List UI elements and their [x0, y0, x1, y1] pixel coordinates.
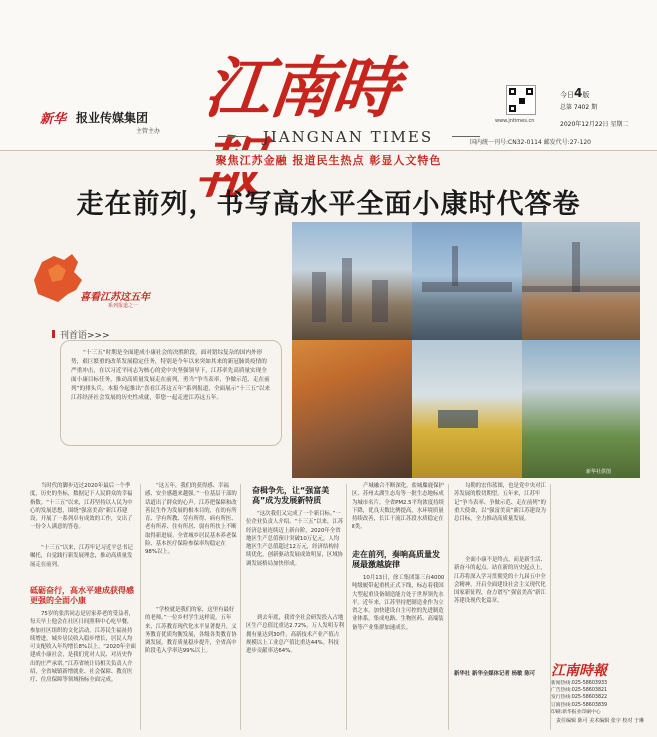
main-headline: 走在前列，书写高水平全面小康时代答卷 [76, 189, 581, 220]
series-subcaption: 系列报道之一 [108, 303, 139, 309]
article-col1-p2: “十三五”以来，江苏牢记习近平总书记嘱托，自觉践行新发展理念，推动高质量发展走在前列。 [30, 545, 133, 568]
editor-credit: 责任编辑 陈可 [556, 718, 588, 724]
photo-bridge [522, 222, 640, 340]
issue-info [560, 86, 650, 128]
article-col2-body2: “学校就是我们的家，这里有最好的老师。”一位乡村学生这样说。五年来，江苏教育现代化水平显著提升，义务教育优质均衡发展，各级各类教育协调发展，教育质量稳步提升，全省高中阶段毛入学率达99%以上。 [145, 607, 237, 655]
article-col5-body: 勾勒的宏伟蓝图，也是党中央对江苏发展的殷切期望。五年来，江苏牢记“争当表率、争做示范、走在前列”的重大使命，以“强富美高”新江苏建设为总目标，全力推动高质量发展。 [454, 483, 546, 523]
newspaper-title: 江南時報 [200, 49, 402, 127]
article-col1-body: 75岁的张洪同志是居家养老的受益者，每天早上他会在社区日间照料中心吃早餐，参加社区组织的文化活动。江苏民生福祉持续增进，城乡居民收入稳步增长，居民人均可支配收入年均增长8%以上。“2020年全面建成小康社会，是我们党对人民、对历史作出的庄严承诺。”江苏省统计局相关负责人介绍，全省城镇新增就业、社会保障、教育医疗、住房保障等领域指标全面完成。 [30, 611, 136, 684]
photo-industrial [412, 222, 522, 340]
photo-green-park [522, 340, 640, 478]
series-caption: 喜看江苏这五年 [80, 292, 150, 303]
photo-collage [292, 222, 640, 478]
photo-caption: 新华社供图 [586, 469, 612, 475]
page-label: 今日 [560, 91, 574, 99]
publication-number: 国内统一刊号:CN32-0114 邮发代号:27-120 [470, 139, 591, 146]
brand-logo: 江南時報 [551, 663, 607, 679]
brand-line: 新闻热线:025-58603933 [551, 681, 608, 686]
publisher-sub: 主管主办 [136, 128, 161, 135]
photo-city-skyline [292, 222, 412, 340]
article-subhead-3: 走在前列，奏响高质量发展最激越旋律 [352, 550, 440, 569]
page-unit: 版 [582, 91, 590, 99]
slogan: 聚焦江苏金融 报道民生热点 彰显人文特色 [215, 154, 442, 167]
article-col2-body: “这五年，我们的获得感、幸福感、安全感越来越强。”一位基层干部的话道出了群众的心声。江苏把保障和改善民生作为发展的根本目的，在幼有所育、学有所教、劳有所得、病有所医、老有所养、住有所居、弱有所扶上不断取得新进展。全省城乡居民基本养老保险、基本医疗保险参保率均稳定在98%以上。 [145, 483, 237, 556]
photo-autumn-leaves [292, 340, 412, 478]
article-credit: 新华社 新华全媒体记者 杨敏 陈可 [454, 671, 536, 677]
title-rule-left [218, 136, 246, 137]
column-divider [346, 484, 347, 730]
total-issue: 总第 7402 期 [560, 104, 598, 111]
publisher-mark: 新华 [40, 112, 67, 127]
proof-credit: 校对 于琳 [622, 718, 644, 724]
column-divider [140, 484, 141, 730]
masthead [0, 0, 657, 160]
website-url: www.jntimes.cn [495, 118, 535, 124]
article-col1-intro: 当时代的脚步迈过2020年最后一个季度，历史的坐标，数据记下人民群众的幸福指数。“十三五”以来，江苏坚持以人民为中心的发展思想，围绕“强富美高”新江苏建设，开展了一系列卓有成效的工作，交出了一份令人满意的答卷。 [30, 483, 133, 531]
column-divider [448, 484, 449, 730]
intro-box: “十三五”时期是全面建成小康社会的决胜阶段，面对错综复杂的国内外形势，艰巨繁重的改革发展稳定任务，特别是今年以来突如其来的新冠肺炎疫情的严重冲击，在以习近平同志为核心的党中央坚强领导下，江苏率先高质量实现全面小康目标任务，推动高质量发展走在前列，勇当“争当表率、争做示范、走在前列”的排头兵。本报今起推出“喜看江苏这五年”系列报道，全面展示“十三五”以来江苏经济社会发展的历史性成就，带您一起走进江苏这五年。 [60, 340, 282, 446]
publisher-name: 报业传媒集团 [76, 111, 149, 125]
article-col3-body2: 到去年底，我省全社会研发投入占地区生产总值比重达2.72%，万人发明专利拥有量达到30件，高新技术产业产值占规模以上工业总产值比重达44%。科技进步贡献率达64%。 [246, 615, 344, 655]
design-credit: 美术编辑 张宇 [589, 718, 621, 724]
page-count: 4 [574, 86, 583, 100]
photo-harvest-field [412, 340, 522, 478]
publisher-logo [40, 108, 190, 138]
column-divider [240, 484, 241, 730]
newspaper-title-en: JIANGNAN TIMES [262, 128, 434, 146]
article-subhead-2: 奋楫争先，让“强富美高”成为发展新特质 [252, 486, 330, 505]
article-col4-body2: 10月13日，徐工集团第三台4000吨级履带起重机正式下线，标志着我国大型起重设备制造能力处于世界领先水平。近年来，江苏坚持把制造业作为立省之本，加快建设自主可控的先进制造业体系，集成电路、生物医药、高端装备等产业集群加速成长。 [352, 575, 445, 631]
brand-line: 印刷:新华报业印刷中心 [551, 709, 601, 715]
article-col3-body: “这次我们又完成了一个新目标。”一位企业负责人介绍。“十三五”以来，江苏经济总量连续迈上新台阶，2020年全省地区生产总值预计突破10万亿元，人均地区生产总值超过12万元，经济结构持续优化，创新驱动发展成效明显，区域协调发展格局加快形成。 [246, 511, 344, 567]
brand-line: 广告热线:025-58603821 [551, 688, 608, 694]
editor-credits [556, 717, 646, 725]
brand-line: 发行热线:025-58603822 [551, 695, 608, 701]
issue-date: 2020年12月22日 星期二 [560, 121, 629, 128]
article-col4-body: 产城融合不断深化，盐城麋鹿保护区、苏州太湖生态岛等一批生态地标成为城市名片。全省PM2.5平均浓度持续下降，优良天数比例提高，水环境质量持续改善，长江干流江苏段水质稳定在Ⅱ类。 [352, 483, 444, 531]
qr-code-icon [506, 85, 536, 115]
article-subhead-1: 砥砺奋行，高水平建成获得感更强的全面小康 [30, 586, 134, 605]
article-col5-body2: 全面小康不是终点，而是新生活、新奋斗的起点。站在新的历史起点上，江苏将深入学习贯彻党的十九届五中全会精神，开启全面建设社会主义现代化国家新征程，奋力谱写“强富美高”新江苏建设现代化篇章。 [454, 557, 546, 605]
intro-title: 刊首语>>> [60, 328, 110, 341]
brand-line: 订阅热线:025-58603839 [551, 702, 608, 708]
